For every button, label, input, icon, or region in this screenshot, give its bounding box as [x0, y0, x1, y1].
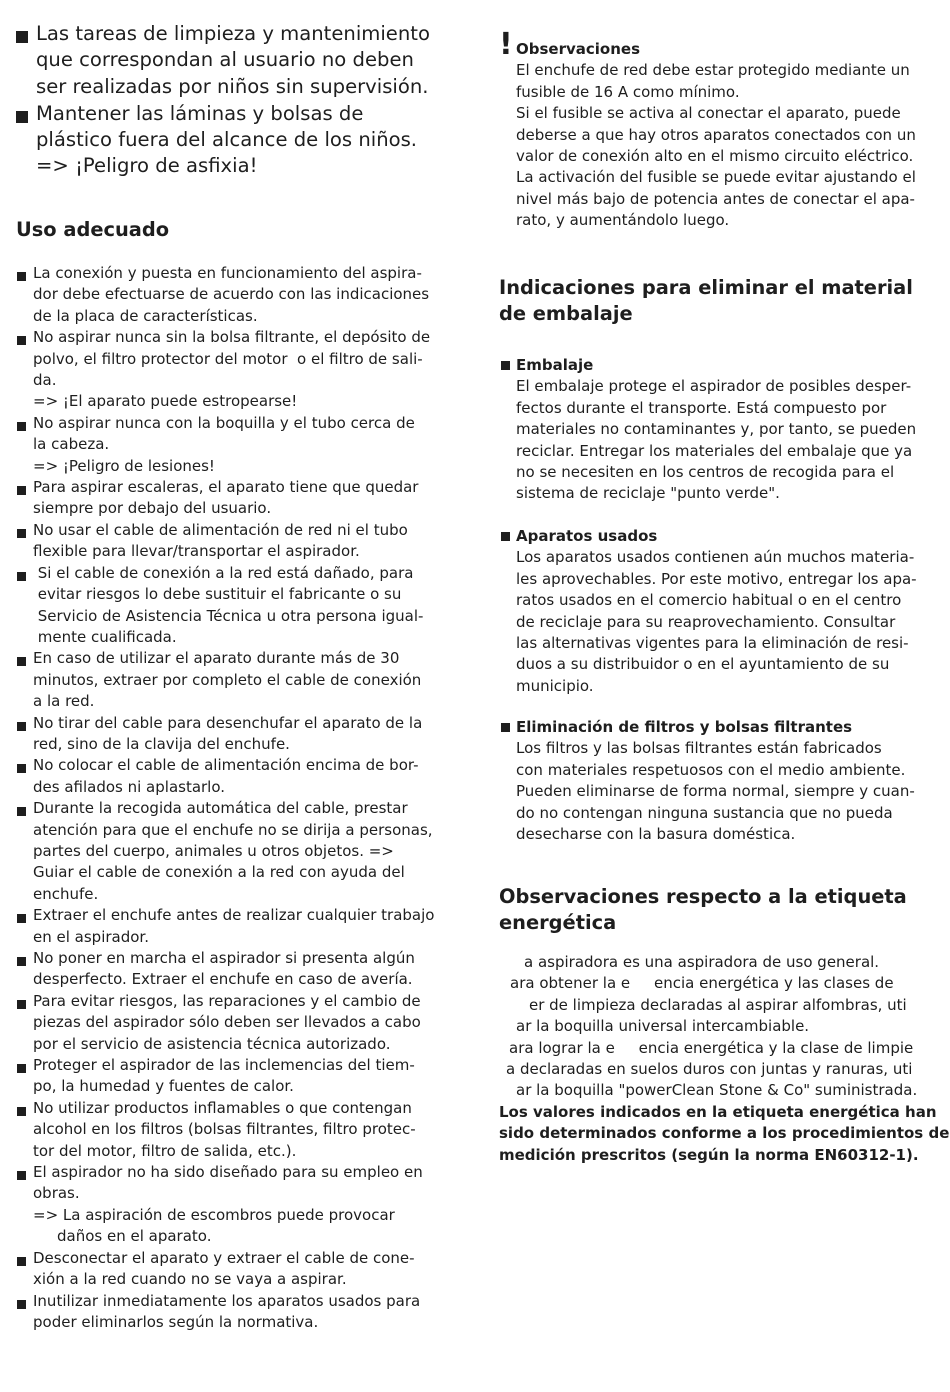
list-item-line: piezas del aspirador sólo deben ser llevados a cabo: [33, 1013, 421, 1032]
list-item: [16, 905, 456, 948]
bullet-square-icon: [17, 422, 26, 431]
list-item-line: tor del motor, filtro de salida, etc.).: [33, 1141, 297, 1160]
list-item-line: Para aspirar escaleras, el aparato tiene que quedar: [33, 478, 419, 497]
top-bullet-line: Las tareas de limpieza y mantenimiento: [36, 22, 430, 45]
bullet-square-icon: [17, 1171, 26, 1180]
list-item-line: Guiar el cable de conexión a la red con ayuda del: [33, 863, 405, 882]
embalaje-block-text: [516, 547, 941, 697]
etiqueta-text: [499, 952, 950, 1166]
list-item-line: La conexión y puesta en funcionamiento del aspira-: [33, 264, 422, 282]
top-bullets: [16, 21, 456, 181]
list-item-line: En caso de utilizar el aparato durante más de 30: [33, 649, 400, 668]
etiqueta-line: ar la boquilla universal intercambiable.: [516, 1017, 810, 1036]
embalaje-block-line: materiales no contaminantes y, por tanto, se pueden: [516, 420, 917, 439]
embalaje-block-line: con materiales respetuosos con el medio ambiente.: [516, 760, 906, 779]
list-item-line: Inutilizar inmediatamente los aparatos usados para: [33, 1291, 421, 1310]
embalaje-block-title: Eliminación de filtros y bolsas filtrantes: [516, 718, 853, 736]
list-item-line: No tirar del cable para desenchufar el aparato de la: [33, 713, 423, 732]
embalaje-block-line: duos a su distribuidor o en el ayuntamiento de su: [516, 655, 890, 674]
observaciones-line: deberse a que hay otros aparatos conectados con un: [516, 125, 916, 144]
observaciones-title: Observaciones: [516, 40, 641, 58]
list-item-line: No colocar el cable de alimentación encima de bor-: [33, 756, 419, 775]
bullet-square-icon: [17, 486, 26, 495]
list-item-line: a la red.: [33, 692, 95, 711]
top-bullet-item: [16, 21, 456, 100]
observaciones-line: rato, y aumentándolo luego.: [516, 211, 730, 230]
list-item-note: daños en el aparato.: [57, 1227, 212, 1246]
bullet-square-icon: [17, 572, 26, 581]
embalaje-block-line: de reciclaje para su reaprovechamiento. Consultar: [516, 612, 896, 631]
bullet-square-icon: [17, 272, 26, 281]
section-title-etiqueta: Observaciones respecto a la etiqueta energética: [499, 885, 907, 934]
bullet-square-icon: [17, 722, 26, 731]
list-item-line: dor debe efectuarse de acuerdo con las indicaciones: [33, 285, 430, 304]
etiqueta-bold-line: sido determinados conforme a los procedimientos de: [499, 1124, 950, 1143]
bullet-square-icon: [17, 336, 26, 345]
list-item: [16, 991, 456, 1055]
embalaje-block-title: Aparatos usados: [516, 527, 658, 545]
bullet-square-icon: [17, 1064, 26, 1073]
etiqueta-line: a aspiradora es una aspiradora de uso general.: [524, 953, 880, 971]
list-item-line: atención para que el enchufe no se dirija a personas,: [33, 820, 433, 839]
embalaje-block-line: sistema de reciclaje "punto verde".: [516, 484, 780, 503]
list-item: [16, 755, 456, 798]
exclamation-icon: !: [499, 27, 513, 62]
embalaje-block-text: [516, 738, 941, 845]
list-item: [16, 1291, 456, 1334]
list-item-line: da.: [33, 371, 57, 390]
bullet-square-icon: [17, 807, 26, 816]
top-bullet-line: plástico fuera del alcance de los niños.: [36, 128, 418, 152]
embalaje-block-line: do no contengan ninguna sustancia que no pueda: [516, 803, 893, 822]
list-item: [16, 263, 456, 327]
list-item-line: siempre por debajo del usuario.: [33, 499, 272, 518]
list-item: [16, 327, 456, 413]
top-bullet-line: ser realizadas por niños sin supervisión.: [36, 74, 429, 98]
bullet-square-icon: [17, 529, 26, 538]
list-item-line: po, la humedad y fuentes de calor.: [33, 1077, 294, 1096]
embalaje-block-line: desecharse con la basura doméstica.: [516, 825, 796, 844]
list-item-line: en el aspirador.: [33, 927, 149, 946]
bullet-square-icon: [16, 31, 28, 43]
bullet-square-icon: [17, 957, 26, 966]
bullet-square-icon: [501, 723, 510, 732]
observaciones-line: La activación del fusible se puede evitar ajustando el: [516, 168, 916, 187]
embalaje-block-line: les aprovechables. Por este motivo, entregar los apa-: [516, 569, 917, 588]
etiqueta-line: ara lograr la e encia energética y la clase de limpie: [509, 1038, 914, 1057]
etiqueta-bold-line: medición prescritos (según la norma EN60312-1).: [499, 1145, 919, 1164]
etiqueta-line: ara obtener la e encia energética y las clases de: [510, 974, 894, 993]
list-item-line: El aspirador no ha sido diseñado para su empleo en: [33, 1163, 423, 1182]
list-item: [16, 413, 456, 477]
list-item-line: minutos, extraer por completo el cable de conexión: [33, 670, 422, 689]
embalaje-block-title: Embalaje: [516, 356, 594, 374]
observaciones-line: fusible de 16 A como mínimo.: [516, 82, 740, 101]
list-item-line: xión a la red cuando no se vaya a aspirar.: [33, 1270, 347, 1289]
embalaje-block-line: reciclar. Entregar los materiales del embalaje que ya: [516, 441, 913, 460]
observaciones-line: Si el fusible se activa al conectar el aparato, puede: [516, 104, 901, 123]
list-item-line: Si el cable de conexión a la red está dañado, para: [33, 563, 414, 582]
uso-list: [16, 263, 456, 1333]
list-item-line: desperfecto. Extraer el enchufe en caso de avería.: [33, 970, 413, 989]
observaciones-text: [516, 60, 941, 231]
bullet-square-icon: [17, 1257, 26, 1266]
list-item-line: Servicio de Asistencia Técnica u otra persona igual-: [33, 606, 424, 625]
list-item-line: la cabeza.: [33, 435, 110, 454]
embalaje-block: [516, 717, 941, 845]
etiqueta-bold-line: Los valores indicados en la etiqueta energética han: [499, 1102, 937, 1121]
list-item-line: des afilados ni aplastarlo.: [33, 777, 226, 796]
observaciones-line: nivel más bajo de potencia antes de conectar el apa-: [516, 189, 915, 208]
bullet-square-icon: [17, 657, 26, 666]
embalaje-block-line: El embalaje protege el aspirador de posibles desper-: [516, 377, 912, 396]
section-title-uso-adecuado: Uso adecuado: [16, 218, 170, 241]
embalaje-block-line: las alternativas vigentes para la eliminación de resi-: [516, 634, 909, 653]
bullet-square-icon: [16, 111, 28, 123]
list-item-line: Extraer el enchufe antes de realizar cualquier trabajo: [33, 906, 435, 925]
list-item: [16, 520, 456, 563]
list-item: [16, 1055, 456, 1098]
bullet-square-icon: [17, 1300, 26, 1309]
top-bullet-line: => ¡Peligro de asfixia!: [36, 154, 258, 178]
list-item-line: red, sino de la clavija del enchufe.: [33, 734, 290, 753]
list-item-line: No utilizar productos inflamables o que contengan: [33, 1098, 412, 1117]
list-item-line: Durante la recogida automática del cable, prestar: [33, 799, 408, 818]
list-item: [16, 948, 456, 991]
embalaje-block-line: ratos usados en el comercio habitual o en el centro: [516, 591, 902, 610]
list-item: [16, 648, 456, 712]
list-item-line: evitar riesgos lo debe sustituir el fabricante o su: [33, 585, 402, 604]
list-item-note: => ¡Peligro de lesiones!: [33, 456, 215, 475]
embalaje-block-line: municipio.: [516, 676, 594, 695]
list-item-line: No aspirar nunca sin la bolsa filtrante, el depósito de: [33, 328, 431, 347]
embalaje-block-text: [516, 376, 941, 504]
list-item-line: flexible para llevar/transportar el aspirador.: [33, 542, 360, 561]
top-bullet-line: que correspondan al usuario no deben: [36, 48, 414, 72]
list-item-line: No usar el cable de alimentación de red ni el tubo: [33, 520, 408, 539]
bullet-square-icon: [501, 361, 510, 370]
bullet-square-icon: [17, 764, 26, 773]
list-item: [16, 1162, 456, 1248]
list-item: [16, 1098, 456, 1162]
list-item-note: => ¡El aparato puede estropearse!: [33, 392, 298, 411]
bullet-square-icon: [17, 1000, 26, 1009]
list-item-line: alcohol en los filtros (bolsas filtrantes, filtro protec-: [33, 1120, 416, 1139]
list-item: [16, 563, 456, 649]
top-bullet-item: [16, 101, 456, 180]
list-item-line: No aspirar nunca con la boquilla y el tubo cerca de: [33, 413, 415, 432]
list-item-line: polvo, el filtro protector del motor o el filtro de sali-: [33, 349, 423, 368]
list-item-line: No poner en marcha el aspirador si presenta algún: [33, 949, 415, 967]
list-item-line: Desconectar el aparato y extraer el cable de cone-: [33, 1248, 415, 1267]
bullet-square-icon: [501, 532, 510, 541]
top-bullet-line: Mantener las láminas y bolsas de: [36, 101, 364, 125]
etiqueta-line: a declaradas en suelos duros con juntas y ranuras, uti: [506, 1060, 913, 1079]
list-item-line: obras.: [33, 1184, 80, 1203]
list-item-line: partes del cuerpo, animales u otros objetos. =>: [33, 841, 394, 860]
observaciones-line: El enchufe de red debe estar protegido mediante un: [516, 61, 910, 80]
bullet-square-icon: [17, 1107, 26, 1116]
embalaje-block: [516, 355, 941, 505]
list-item-line: por el servicio de asistencia técnica autorizado.: [33, 1034, 391, 1053]
list-item-line: enchufe.: [33, 884, 99, 903]
list-item-line: de la placa de características.: [33, 306, 258, 325]
section-title-embalaje: Indicaciones para eliminar el material de embalaje: [499, 276, 913, 325]
list-item-line: Para evitar riesgos, las reparaciones y el cambio de: [33, 991, 421, 1010]
embalaje-block-line: no se necesiten en los centros de recogida para el: [516, 463, 895, 482]
bullet-square-icon: [17, 914, 26, 923]
etiqueta-line: ar la boquilla "powerClean Stone & Co" suministrada.: [516, 1081, 918, 1100]
list-item-line: poder eliminarlos según la normativa.: [33, 1312, 319, 1331]
etiqueta-line: er de limpieza declaradas al aspirar alfombras, uti: [529, 995, 907, 1014]
embalaje-block-line: Los aparatos usados contienen aún muchos materia-: [516, 548, 915, 567]
observaciones-line: valor de conexión alto en el mismo circuito eléctrico.: [516, 147, 914, 166]
list-item-line: mente cualificada.: [33, 627, 177, 646]
list-item: [16, 1248, 456, 1291]
list-item: [16, 713, 456, 756]
list-item-line: Proteger el aspirador de las inclemencias del tiem-: [33, 1056, 415, 1075]
embalaje-block-line: fectos durante el transporte. Está compuesto por: [516, 398, 887, 417]
list-item-note: => La aspiración de escombros puede provocar: [33, 1205, 395, 1224]
embalaje-block-line: Los filtros y las bolsas filtrantes están fabricados: [516, 739, 882, 758]
embalaje-block: [516, 526, 941, 697]
list-item: [16, 798, 456, 905]
embalaje-block-line: Pueden eliminarse de forma normal, siempre y cuan-: [516, 782, 915, 801]
list-item: [16, 477, 456, 520]
